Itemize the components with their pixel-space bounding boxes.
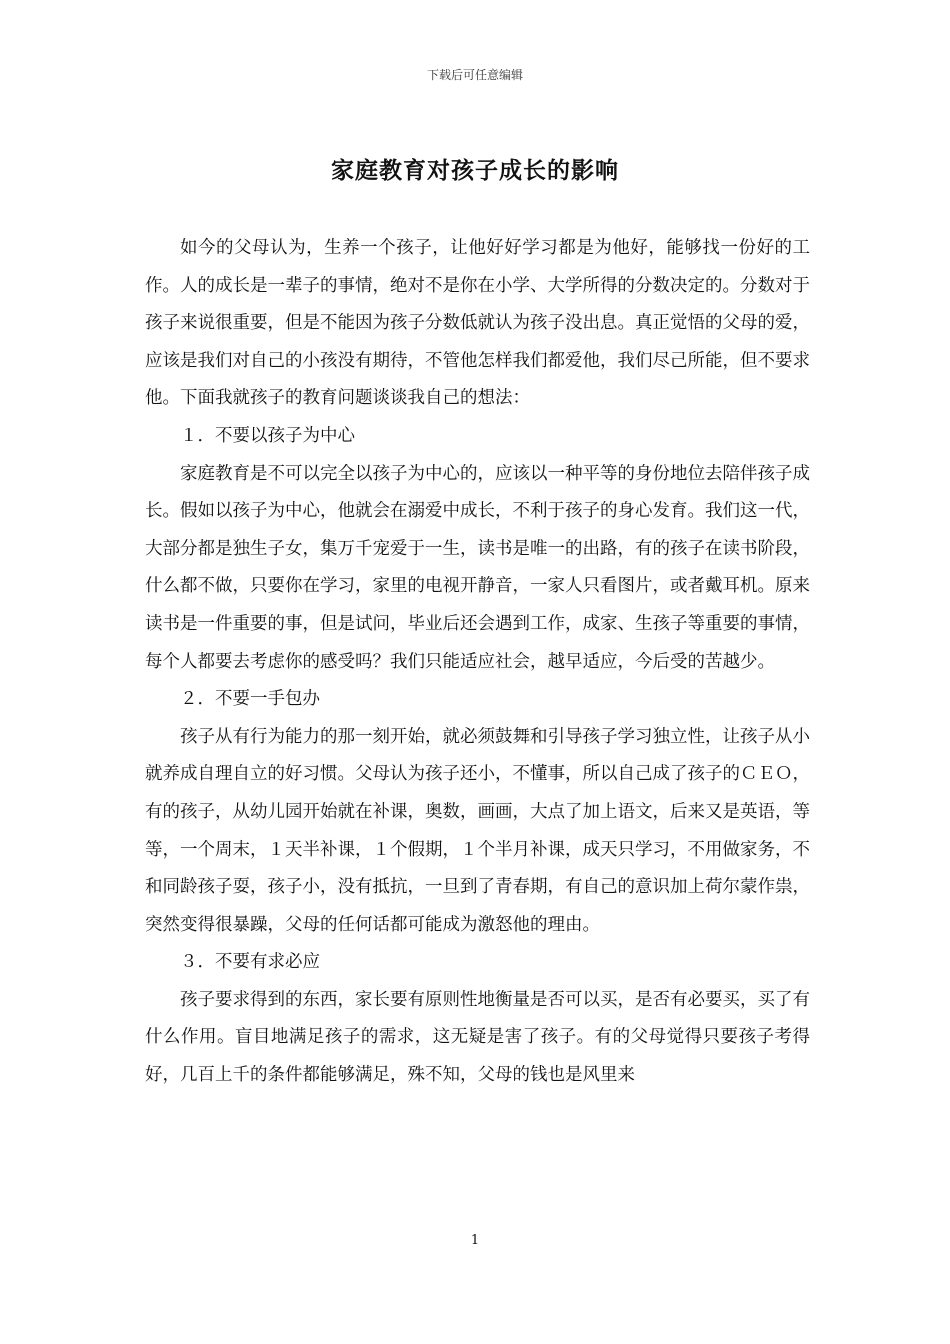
section-paragraph-2: 孩子从有行为能力的那一刻开始，就必须鼓舞和引导孩子学习独立性，让孩子从小就养成自理自立的好习惯。父母认为孩子还小，不懂事，所以自己成了孩子的ＣＥＯ，有的孩子，从幼儿园开始就在补课，奥数，画画，大点了加上语文，后来又是英语，等等，一个周末，１天半补课，１个假期，１个半月补课，成天只学习，不用做家务，不和同龄孩子耍，孩子小，没有抵抗，一旦到了青春期，有自己的意识加上荷尔蒙作祟，突然变得很暴躁，父母的任何话都可能成为激怒他的理由。 xyxy=(145,726,810,935)
section-heading-1: １．不要以孩子为中心 xyxy=(180,425,355,446)
page-number: 1 xyxy=(470,1233,480,1248)
page-header-note: 下载后可任意编辑 xyxy=(426,68,523,82)
document-body xyxy=(145,230,810,1095)
section-paragraph-1: 家庭教育是不可以完全以孩子为中心的，应该以一种平等的身份地位去陪伴孩子成长。假如以孩子为中心，他就会在溺爱中成长，不利于孩子的身心发育。我们这一代，大部分都是独生子女，集万千宠爱于一生，读书是唯一的出路，有的孩子在读书阶段，什么都不做，只要你在学习，家里的电视开静音，一家人只看图片，或者戴耳机。原来读书是一件重要的事，但是试问，毕业后还会遇到工作，成家、生孩子等重要的事情，每个人都要去考虑你的感受吗？我们只能适应社会，越早适应，今后受的苦越少。 xyxy=(145,463,810,672)
section-heading-2: ２．不要一手包办 xyxy=(180,689,320,710)
section-paragraph-3: 孩子要求得到的东西，家长要有原则性地衡量是否可以买，是否有必要买，买了有什么作用。盲目地满足孩子的需求，这无疑是害了孩子。有的父母觉得只要孩子考得好，几百上千的条件都能够满足，殊不知，父母的钱也是风里来 xyxy=(145,989,810,1086)
section-heading-3: ３．不要有求必应 xyxy=(180,952,320,973)
document-title: 家庭教育对孩子成长的影响 xyxy=(331,157,619,184)
intro-paragraph: 如今的父母认为，生养一个孩子，让他好好学习都是为他好，能够找一份好的工作。人的成长是一辈子的事情，绝对不是你在小学、大学所得的分数决定的。分数对于孩子来说很重要，但是不能因为孩子分数低就认为孩子没出息。真正觉悟的父母的爱，应该是我们对自己的小孩没有期待，不管他怎样我们都爱他，我们尽己所能，但不要求他。下面我就孩子的教育问题谈谈我自己的想法： xyxy=(145,238,810,409)
